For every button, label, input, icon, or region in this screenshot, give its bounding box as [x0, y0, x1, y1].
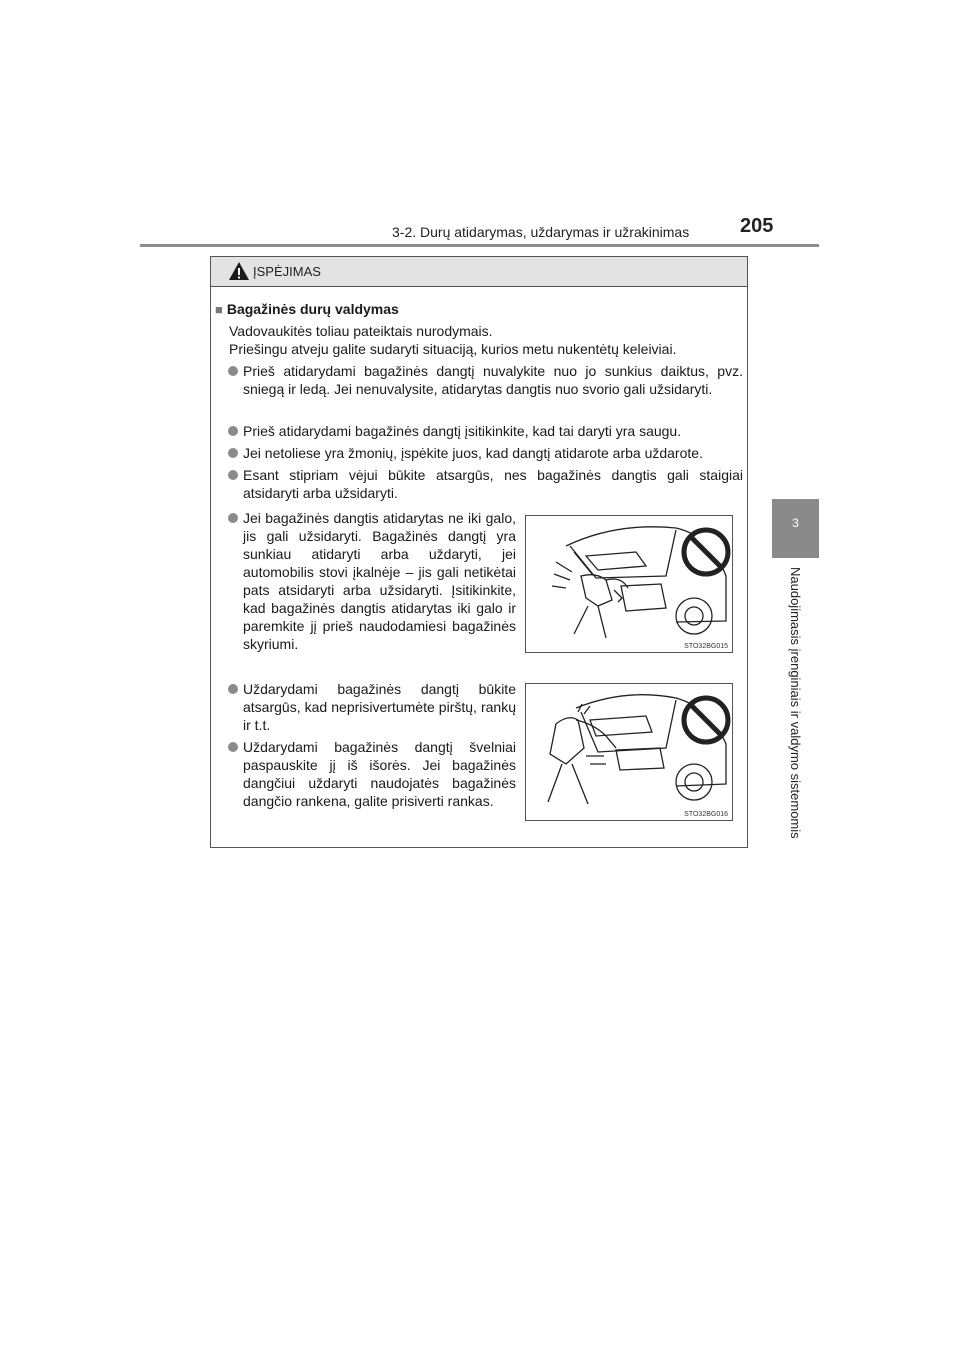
bullet-dot-icon — [228, 366, 238, 376]
list-item — [228, 362, 743, 398]
list-item — [228, 422, 743, 440]
illustration-code: STO32BG016 — [684, 811, 728, 818]
list-item-text: Uždarydami bagažinės dangtį švelniai paspauskite jį iš išorės. Jei bagažinės dangčiui uždaryti naudojatės bagažinės dangčio rankena, galite prisiverti rankas. — [243, 739, 516, 809]
running-header: 3-2. Durų atidarymas, uždarymas ir užrakinimas — [392, 224, 690, 240]
list-item — [228, 509, 516, 653]
list-item-text: Prieš atidarydami bagažinės dangtį nuvalykite nuo jo sunkius daiktus, pvz. sniegą ir ledą. Jei nenuvalysite, atidarytas dangtis nuo svorio gali užsidaryti. — [243, 363, 743, 397]
list-item-text: Uždarydami bagažinės dangtį būkite atsargūs, kad neprisivertumėte pirštų, rankų ir t.t. — [243, 681, 516, 733]
square-bullet-icon: ■ — [215, 302, 223, 317]
header-rule — [140, 244, 819, 247]
list-item — [228, 680, 516, 734]
list-item — [228, 466, 743, 502]
tailgate-closing-illustration — [525, 683, 733, 821]
page-number: 205 — [740, 215, 774, 237]
list-item-text: Jei bagažinės dangtis atidarytas ne iki galo, jis gali užsidaryti. Bagažinės dangtį yra sunkiau atidaryti arba uždaryti, jei automobilis stovi įkalnėje – jis gali netikėtai pats atsidaryti arba užsidaryti. Įsitikinkite, kad bagažinės dangtis atidarytas iki galo ir paremkite jį prieš naudodamiesi bagažinės skyriumi. — [243, 510, 516, 652]
bullet-dot-icon — [228, 426, 238, 436]
list-item — [228, 738, 516, 810]
warning-label: ĮSPĖJIMAS — [253, 264, 321, 279]
side-tab-spacer — [772, 247, 819, 499]
section-title — [215, 300, 399, 319]
list-item-text: Prieš atidarydami bagažinės dangtį įsitikinkite, kad tai daryti yra saugu. — [243, 423, 682, 439]
bullet-dot-icon — [228, 470, 238, 480]
chapter-number: 3 — [792, 516, 799, 530]
intro-line-2: Priešingu atveju galite sudaryti situaciją, kurios metu nukentėtų keleiviai. — [229, 341, 677, 357]
intro-text — [229, 322, 739, 358]
list-item-text: Esant stipriam vėjui būkite atsargūs, nes bagažinės dangtis gali staigiai atsidaryti arba užsidaryti. — [243, 467, 743, 501]
bullet-dot-icon — [228, 684, 238, 694]
section-title-text: Bagažinės durų valdymas — [226, 301, 399, 317]
tailgate-illustration — [525, 515, 733, 653]
bullet-dot-icon — [228, 448, 238, 458]
bullet-dot-icon — [228, 742, 238, 752]
intro-line-1: Vadovaukitės toliau pateiktais nurodymais. — [229, 323, 493, 339]
warning-header — [211, 257, 747, 287]
chapter-title: Naudojimasis įrenginiais ir valdymo sistemomis — [788, 567, 803, 839]
illustration-code: STO32BG015 — [684, 643, 728, 650]
car-tailgate-closing-drawing — [526, 684, 732, 820]
list-item-text: Jei netoliese yra žmonių, įspėkite juos, kad dangtį atidarote arba uždarote. — [243, 445, 703, 461]
bullet-dot-icon — [228, 513, 238, 523]
list-item — [228, 444, 743, 462]
car-tailgate-drawing — [526, 516, 732, 652]
warning-triangle-icon — [228, 261, 250, 281]
